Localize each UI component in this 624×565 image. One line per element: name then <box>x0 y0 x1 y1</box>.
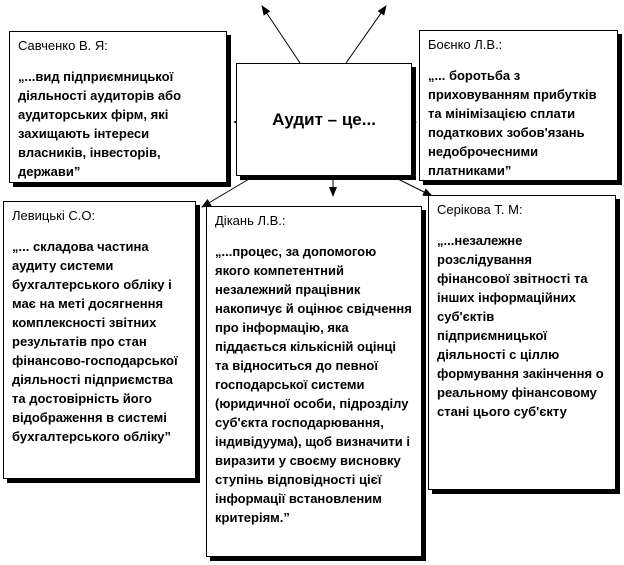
definition-box-serikova <box>428 195 616 490</box>
author-name: Левицькі С.О: <box>12 208 96 223</box>
definition-box-savchenko <box>9 31 227 183</box>
author-name: Боєнко Л.В.: <box>428 37 503 52</box>
definition-box-dikan <box>206 206 422 557</box>
author-name: Серікова Т. М: <box>437 202 523 217</box>
arrow-up-right <box>346 6 386 63</box>
definition-box-boienko <box>419 30 618 181</box>
author-name: Савченко В. Я: <box>18 38 108 53</box>
definition-text: „... складова частина аудиту системи бухгалтерського обліку і має на меті досягнення комплексності звітних результатів про стан фінансово-господарської діяльності підприємства та достовірність його відображення в системі бухгалтерського обліку” <box>12 239 178 444</box>
definition-text: „...незалежне розслідування фінансової звітності та інших інформаційних суб'єктів підприємницької діяльності с ціллю формування закінчення о реальному фінансовому стані цього суб'єкту <box>437 233 604 419</box>
author-name: Дікань Л.В.: <box>215 213 286 228</box>
arrow-up-left <box>262 6 300 63</box>
definition-text: „...вид підприємницької діяльності аудиторів або аудиторських фірм, які захищають інтереси власників, інвесторів, держави” <box>18 69 182 179</box>
definition-text: „...процес, за допомогою якого компетентний незалежний працівник накопичує й оцінює свідчення про інформацію, яка піддається кількісній оцінці та відноситься до певної господарської системи (юридичної особи, підрозділу суб'єкта господарювання, індивідуума), щоб визначити і виразити у своєму висновку ступінь відповідності цієї інформації встановленим критеріям.” <box>215 244 412 525</box>
definition-text: „... боротьба з приховуванням прибутків та мінімізацією сплати податкових зобов'язань недоброчесними платниками” <box>428 68 597 178</box>
definition-box-levytski <box>3 201 196 479</box>
central-concept-box <box>236 63 412 176</box>
central-concept-label: Аудит – це... <box>272 109 376 129</box>
